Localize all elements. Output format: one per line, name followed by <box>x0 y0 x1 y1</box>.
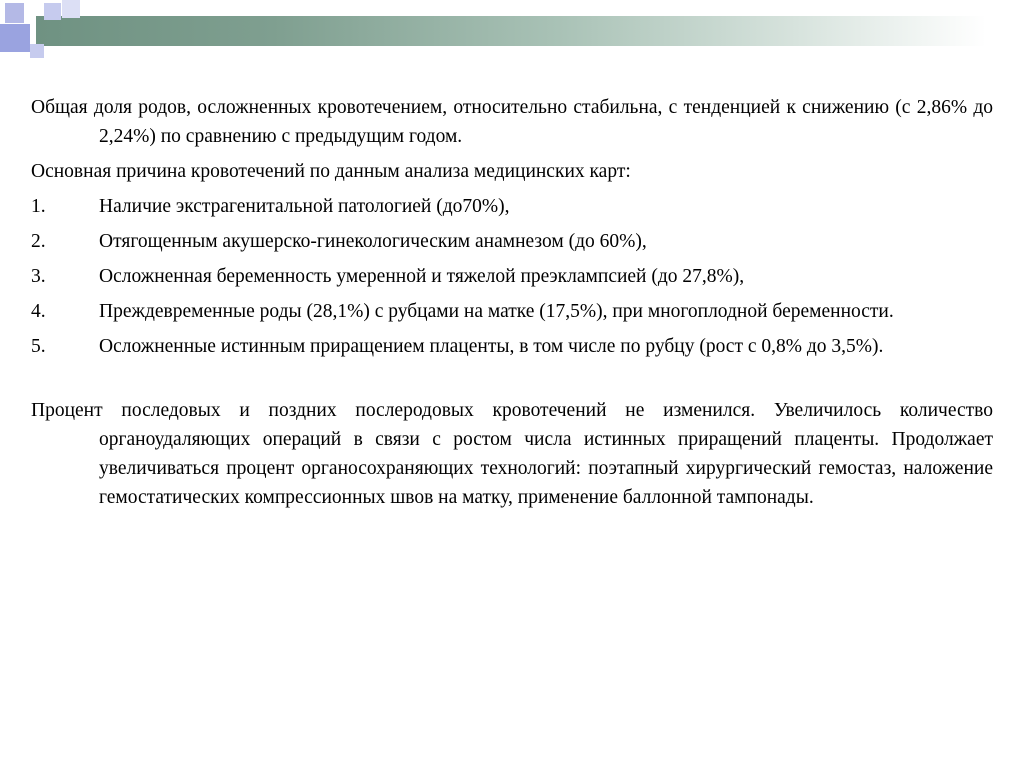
slide-content <box>31 93 993 518</box>
list-item-text: Осложненная беременность умеренной и тяжелой преэклампсией (до 27,8%), <box>99 266 745 287</box>
list-item-number: 2. <box>31 231 46 252</box>
list-item-text: Преждевременные роды (28,1%) с рубцами на матке (17,5%), при многоплодной беременности. <box>99 301 894 322</box>
list-item <box>31 227 993 256</box>
decor-square <box>5 3 24 23</box>
list-item-number: 3. <box>31 266 46 287</box>
list-item <box>31 262 993 291</box>
list-item <box>31 297 993 326</box>
decor-square <box>62 0 80 18</box>
list-item-text: Осложненные истинным приращением плаценты, в том числе по рубцу (рост с 0,8% до 3,5%). <box>99 336 884 357</box>
list-item <box>31 192 993 221</box>
intro-paragraph: Общая доля родов, осложненных кровотечением, относительно стабильна, с тенденцией к снижению (с 2,86% до 2,24%) по сравнению с предыдущим годом. <box>31 97 993 147</box>
decor-square <box>0 24 30 52</box>
summary-paragraph: Процент последовых и поздних послеродовых кровотечений не изменился. Увеличилось количество органоудаляющих операций в связи с ростом числа истинных приращений плаценты. Продолжает увеличиваться процент органосохраняющих технологий: поэтапный хирургический гемостаз, наложение гемостатических компрессионных швов на матку, применение баллонной тампонады. <box>31 400 993 508</box>
list-item <box>31 332 993 361</box>
header-gradient-bar <box>36 16 986 46</box>
spacer <box>31 367 993 396</box>
list-item-number: 5. <box>31 336 46 357</box>
causes-heading: Основная причина кровотечений по данным анализа медицинских карт: <box>31 161 631 182</box>
header-decoration <box>0 0 1024 60</box>
list-item-text: Наличие экстрагенитальной патологией (до70%), <box>99 196 510 217</box>
list-item-text: Отягощенным акушерско-гинекологическим анамнезом (до 60%), <box>99 231 647 252</box>
decor-square <box>30 44 44 58</box>
list-item-number: 1. <box>31 196 46 217</box>
decor-square <box>44 3 61 20</box>
list-item-number: 4. <box>31 301 46 322</box>
